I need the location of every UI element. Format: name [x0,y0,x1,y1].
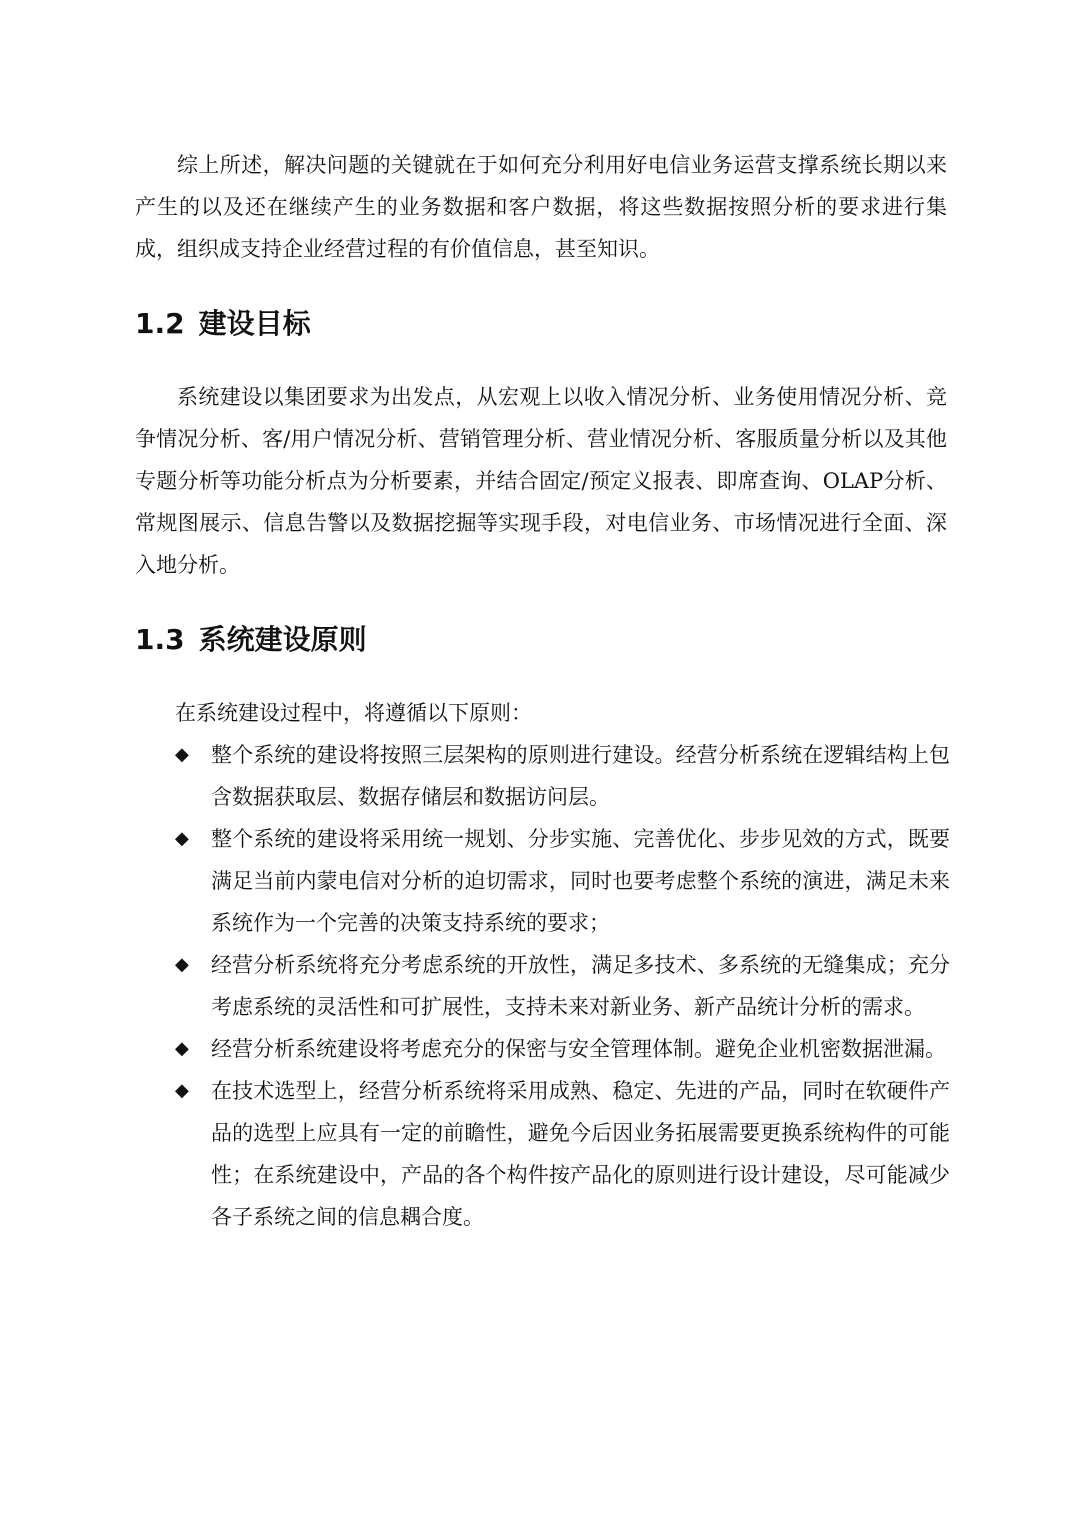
goals-paragraph: 系统建设以集团要求为出发点，从宏观上以收入情况分析、业务使用情况分析、竞争情况分析、客/用户情况分析、营销管理分析、营业情况分析、客服质量分析以及其他专题分析等功能分析点为分析要素，并结合固定/预定义报表、即席查询、OLAP分析、常规图展示、信息告警以及数据挖掘等实现手段，对电信业务、市场情况进行全面、深入地分析。 [135,385,947,577]
section-number: 1.2 [135,307,185,340]
list-item [175,1070,950,1238]
list-item-text: 整个系统的建设将采用统一规划、分步实施、完善优化、步步见效的方式，既要满足当前内蒙电信对分析的迫切需求，同时也要考虑整个系统的演进，满足未来系统作为一个完善的决策支持系统的要求； [211,827,950,935]
diamond-bullet-icon: ◆ [175,744,189,765]
diamond-bullet-icon: ◆ [175,1038,189,1059]
principles-intro: 在系统建设过程中，将遵循以下原则： [175,701,532,725]
list-item [175,1028,950,1070]
list-item [175,734,950,818]
diamond-bullet-icon: ◆ [175,954,189,975]
list-item-text: 经营分析系统建设将考虑充分的保密与安全管理体制。避免企业机密数据泄漏。 [211,1037,946,1061]
list-item-text: 整个系统的建设将按照三层架构的原则进行建设。经营分析系统在逻辑结构上包含数据获取层、数据存储层和数据访问层。 [211,743,950,809]
section-heading-1-2 [135,304,311,344]
principles-list [175,734,950,1238]
list-item-text: 经营分析系统将充分考虑系统的开放性，满足多技术、多系统的无缝集成；充分考虑系统的灵活性和可扩展性，支持未来对新业务、新产品统计分析的需求。 [211,953,950,1019]
list-item-text: 在技术选型上，经营分析系统将采用成熟、稳定、先进的产品，同时在软硬件产品的选型上应具有一定的前瞻性，避免今后因业务拓展需要更换系统构件的可能性；在系统建设中，产品的各个构件按产品化的原则进行设计建设，尽可能减少各子系统之间的信息耦合度。 [211,1079,950,1229]
section-heading-1-3 [135,620,367,660]
list-item [175,818,950,944]
section-number: 1.3 [135,623,185,656]
diamond-bullet-icon: ◆ [175,1080,189,1101]
diamond-bullet-icon: ◆ [175,828,189,849]
section-title: 建设目标 [198,307,311,340]
summary-paragraph: 综上所述，解决问题的关键就在于如何充分利用好电信业务运营支撑系统长期以来产生的以及还在继续产生的业务数据和客户数据，将这些数据按照分析的要求进行集成，组织成支持企业经营过程的有价值信息，甚至知识。 [135,153,947,261]
list-item [175,944,950,1028]
section-title: 系统建设原则 [198,623,367,656]
